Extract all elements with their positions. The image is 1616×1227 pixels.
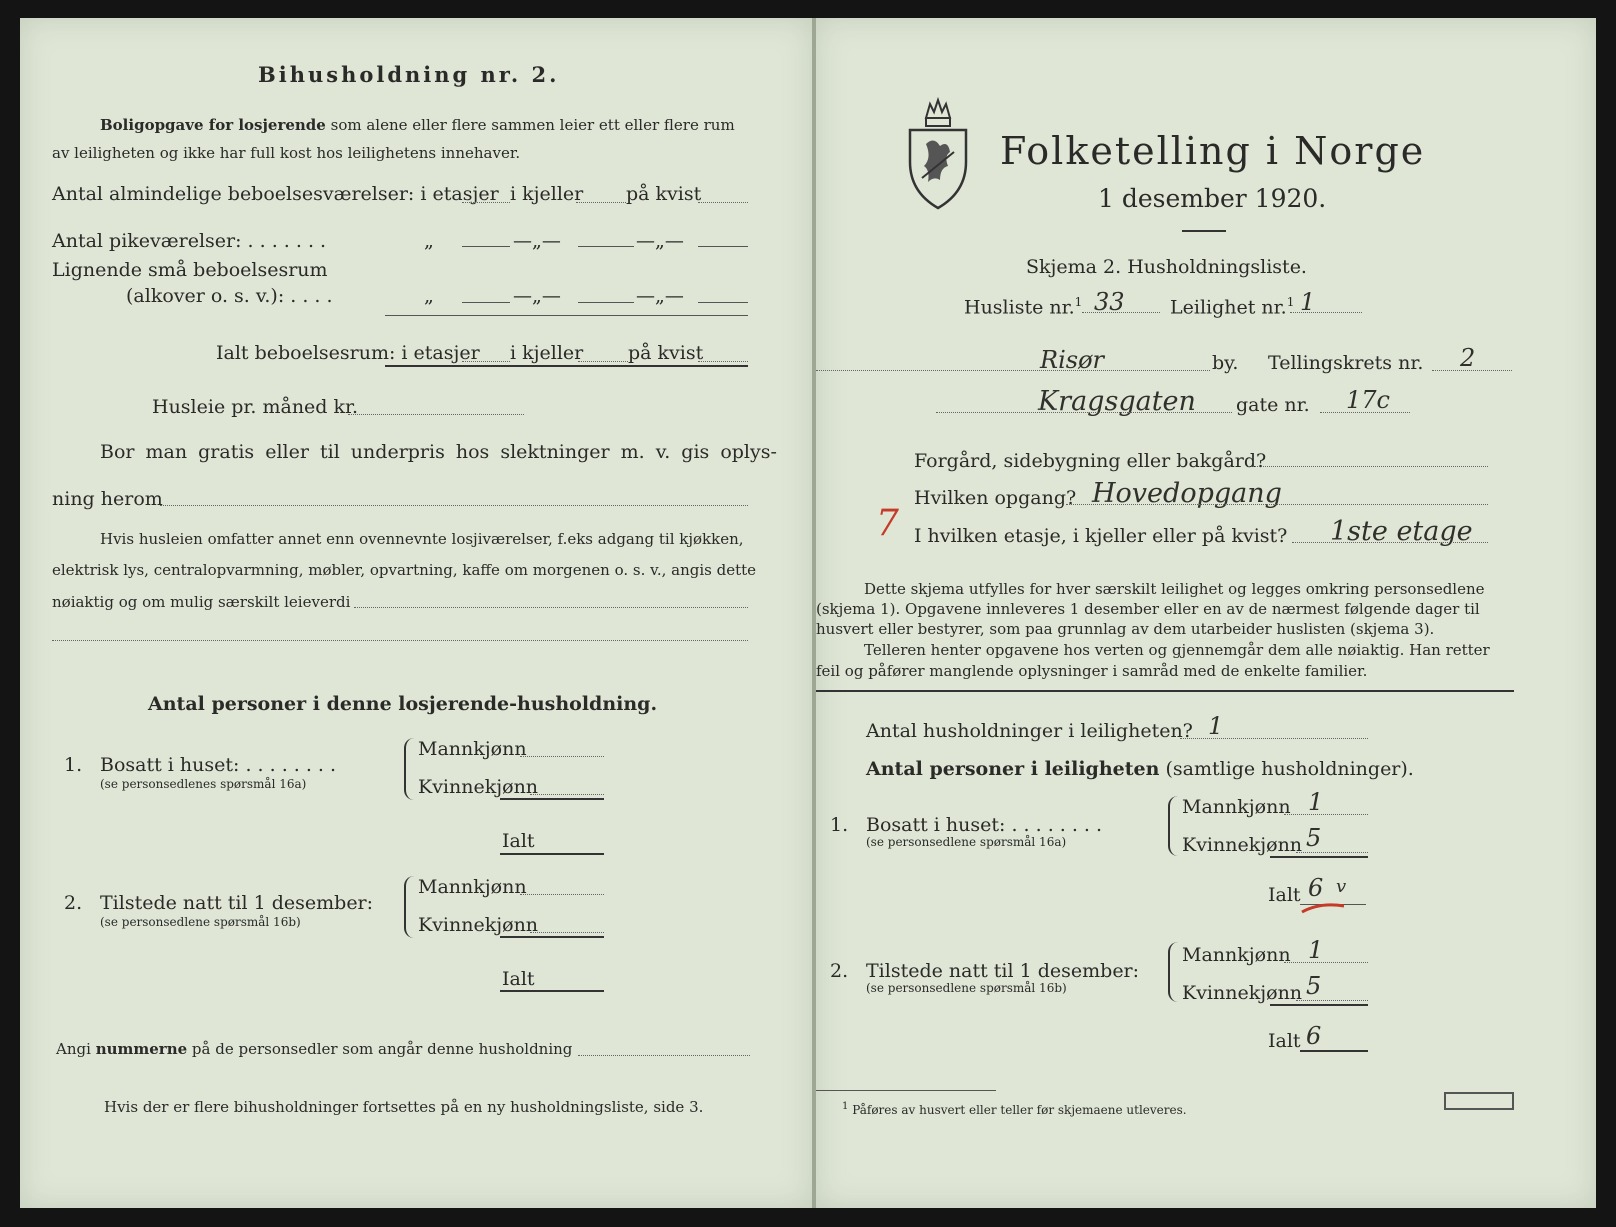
persons-rest: (samtlige husholdninger). <box>1165 758 1414 780</box>
husliste-field[interactable] <box>1082 312 1160 313</box>
etasje-label: I hvilken etasje, i kjeller eller på kvist? <box>914 525 1288 547</box>
right-q1-female-label: Kvinnekjønn <box>1182 834 1303 856</box>
instructions-rule <box>816 690 1514 692</box>
left-q2-number: 2. <box>64 892 83 914</box>
right-q2-total-value: 6 <box>1306 1022 1322 1050</box>
numbers-field[interactable] <box>578 1055 750 1056</box>
etasje-field[interactable] <box>1292 542 1488 543</box>
krets-label: Tellingskrets nr. <box>1268 352 1424 374</box>
left-persons-heading: Antal personer i denne losjerende-husholdning. <box>148 693 658 715</box>
small-rooms-label-1: Lignende små beboelsesrum <box>52 259 328 281</box>
right-title: Folketelling i Norge <box>1000 129 1426 173</box>
right-persons-heading <box>866 760 1414 779</box>
street-field[interactable] <box>936 412 1232 413</box>
rooms-kjeller-field[interactable] <box>576 202 626 203</box>
left-q2-male-label: Mannkjønn <box>418 876 527 898</box>
rent-label: Husleie pr. måned kr. <box>152 396 359 418</box>
right-q1-male-label: Mannkjønn <box>1182 796 1291 818</box>
census-date: 1 desember 1920. <box>1098 184 1327 213</box>
extra-field-2[interactable] <box>52 640 748 641</box>
households-label: Antal husholdninger i leiligheten? <box>866 720 1193 742</box>
husliste-footnote-mark: 1 <box>1074 295 1083 309</box>
right-q1-sub: (se personsedlene spørsmål 16a) <box>866 835 1067 849</box>
leilighet-footnote-mark: 1 <box>1286 295 1295 309</box>
small-rooms-field-2[interactable] <box>578 302 634 303</box>
instructions-line-1: Dette skjema utfylles for hver særskilt leilighet og legges omkring personsedlene <box>864 580 1485 598</box>
intro-line-2: av leiligheten og ikke har full kost hos leilighetens innehaver. <box>52 144 521 162</box>
intro-bold: Boligopgave for losjerende <box>100 116 326 134</box>
red-underline-mark <box>1300 900 1346 916</box>
left-q1-male-field[interactable] <box>520 756 604 757</box>
pike-label: Antal pikeværelser: . . . . . . . <box>52 230 327 252</box>
left-q2-sub: (se personsedlene spørsmål 16b) <box>100 915 301 929</box>
numbers-pre: Angi <box>56 1040 91 1058</box>
right-q1-male-value: 1 <box>1308 788 1324 816</box>
left-q1-sub: (se personsedlenes spørsmål 16a) <box>100 777 307 791</box>
pike-ditto: „ <box>424 230 434 252</box>
leilighet-label-text: Leilighet nr. <box>1170 296 1287 319</box>
total-rooms-underline <box>385 365 748 367</box>
instructions-line-4: Telleren henter opgavene hos verten og gjennemgår dem alle nøiaktig. Han retter <box>864 641 1490 659</box>
numbers-line <box>56 1042 572 1057</box>
extra-field-1[interactable] <box>354 607 748 608</box>
forgard-label: Forgård, sidebygning eller bakgård? <box>914 450 1267 472</box>
total-etasjer-field[interactable] <box>462 361 510 362</box>
right-q1-number: 1. <box>830 814 849 836</box>
right-q1-total-value: 6 <box>1308 874 1324 902</box>
forgard-field[interactable] <box>1248 466 1488 467</box>
street-value: Kragsgaten <box>1038 386 1196 417</box>
right-q1-female-field[interactable] <box>1296 852 1368 853</box>
left-q1-female-field[interactable] <box>530 794 604 795</box>
footnote <box>842 1102 1187 1116</box>
left-q1-total-field[interactable] <box>500 853 604 855</box>
right-q2-total-label: Ialt <box>1268 1030 1301 1052</box>
left-q1-total-label: Ialt <box>502 830 535 852</box>
continue-note: Hvis der er flere bihusholdninger fortsettes på en ny husholdningsliste, side 3. <box>104 1098 704 1116</box>
right-q1-female-value: 5 <box>1306 824 1322 852</box>
numbers-bold: nummerne <box>95 1040 188 1058</box>
norway-coat-of-arms-icon <box>904 96 972 214</box>
printer-stamp-icon <box>1444 1092 1514 1110</box>
small-rooms-field-3[interactable] <box>698 302 748 303</box>
left-q2-label: Tilstede natt til 1 desember: <box>100 892 374 914</box>
persons-bold: Antal personer i leiligheten <box>866 758 1160 780</box>
gate-label: gate nr. <box>1236 394 1310 416</box>
right-q1-sum-line <box>1270 856 1368 858</box>
small-rooms-ditto: „ <box>424 285 434 307</box>
small-rooms-field-1[interactable] <box>462 302 510 303</box>
right-q2-total-field[interactable] <box>1300 1050 1368 1052</box>
pike-ditto-2: —„— <box>513 230 561 252</box>
right-q2-male-label: Mannkjønn <box>1182 944 1291 966</box>
right-q1-male-field[interactable] <box>1284 814 1368 815</box>
extra-line-3: nøiaktig og om mulig særskilt leieverdi <box>52 593 351 611</box>
city-value: Risør <box>1040 346 1104 374</box>
krets-field[interactable] <box>1432 370 1512 371</box>
husliste-label <box>964 296 1082 317</box>
right-q2-label: Tilstede natt til 1 desember: <box>866 960 1140 982</box>
free-line-2: ning herom <box>52 488 163 510</box>
instructions-line-2: (skjema 1). Opgavene innleveres 1 desember eller en av de nærmest følgende dager til <box>816 600 1480 618</box>
right-q2-sub: (se personsedlene spørsmål 16b) <box>866 981 1067 995</box>
pike-field-3[interactable] <box>698 246 748 247</box>
left-q2-total-field[interactable] <box>500 990 604 992</box>
numbers-rest: på de personsedler som angår denne husholdning <box>191 1040 573 1058</box>
rooms-kvist-label: på kvist <box>626 183 702 205</box>
small-rooms-sum-line <box>385 315 748 316</box>
pike-field-1[interactable] <box>462 246 510 247</box>
small-rooms-label-2: (alkover o. s. v.): . . . . <box>126 285 333 307</box>
leilighet-value: 1 <box>1300 288 1316 316</box>
left-q1-male-label: Mannkjønn <box>418 738 527 760</box>
opgang-label: Hvilken opgang? <box>914 487 1077 509</box>
households-field[interactable] <box>1180 738 1368 739</box>
right-q1-label: Bosatt i huset: . . . . . . . . <box>866 814 1103 836</box>
intro-rest: som alene eller flere sammen leier ett eller flere rum <box>330 116 735 134</box>
total-kjeller-field[interactable] <box>578 361 628 362</box>
small-rooms-ditto-3: —„— <box>636 285 684 307</box>
total-kvist-field[interactable] <box>698 361 748 362</box>
right-q2-sum-line <box>1270 1004 1368 1006</box>
instructions-line-3: husvert eller bestyrer, som paa grunnlag av dem utarbeider huslisten (skjema 3). <box>816 620 1435 638</box>
husliste-label-text: Husliste nr. <box>964 296 1075 319</box>
total-rooms-label: Ialt beboelsesrum: i etasjer <box>216 342 480 364</box>
free-field[interactable] <box>160 505 748 506</box>
city-field[interactable] <box>816 370 1210 371</box>
left-q1-number: 1. <box>64 754 83 776</box>
left-q1-label: Bosatt i huset: . . . . . . . . <box>100 754 337 776</box>
left-q1-sum-line <box>500 798 604 800</box>
footnote-text: Påføres av husvert eller teller før skjemaene utleveres. <box>852 1103 1187 1117</box>
intro-line-1 <box>100 118 735 133</box>
right-q2-male-value: 1 <box>1308 936 1324 964</box>
check-mark: v <box>1336 876 1347 897</box>
opgang-value: Hovedopgang <box>1092 478 1282 509</box>
gate-value: 17c <box>1346 386 1390 414</box>
rooms-etasjer-field[interactable] <box>462 202 510 203</box>
footnote-rule <box>816 1090 996 1091</box>
rooms-kjeller-label: i kjeller <box>510 183 584 205</box>
extra-line-2: elektrisk lys, centralopvarmning, møbler, opvartning, kaffe om morgenen o. s. v., angis dette <box>52 561 757 579</box>
by-label: by. <box>1212 352 1239 374</box>
title-rule <box>1182 230 1226 232</box>
right-q2-female-value: 5 <box>1306 972 1322 1000</box>
total-kvist-label: på kvist <box>628 342 704 364</box>
free-line-1: Bor man gratis eller til underpris hos slektninger m. v. gis oplys- <box>100 441 777 463</box>
households-value: 1 <box>1208 712 1224 740</box>
instructions-line-5: feil og påfører manglende oplysninger i samråd med de enkelte familier. <box>816 662 1368 680</box>
left-title: Bihusholdning nr. 2. <box>258 62 560 87</box>
right-q2-female-label: Kvinnekjønn <box>1182 982 1303 1004</box>
right-q1-total-label: Ialt <box>1268 884 1301 906</box>
right-q2-male-field[interactable] <box>1284 962 1368 963</box>
small-rooms-ditto-2: —„— <box>513 285 561 307</box>
rooms-label: Antal almindelige beboelsesværelser: i etasjer <box>52 183 499 205</box>
left-q2-female-field[interactable] <box>530 932 604 933</box>
krets-value: 2 <box>1460 344 1476 372</box>
left-q2-sum-line <box>500 936 604 938</box>
red-mark: 7 <box>876 503 899 544</box>
extra-line-1: Hvis husleien omfatter annet enn ovennevnte losjiværelser, f.eks adgang til kjøkken, <box>100 530 744 548</box>
pike-ditto-3: —„— <box>636 230 684 252</box>
pike-field-2[interactable] <box>578 246 634 247</box>
left-q1-female-label: Kvinnekjønn <box>418 776 539 798</box>
rooms-kvist-field[interactable] <box>698 202 748 203</box>
total-kjeller-label: i kjeller <box>510 342 584 364</box>
leilighet-label <box>1170 296 1294 317</box>
left-q2-total-label: Ialt <box>502 968 535 990</box>
left-q2-male-field[interactable] <box>520 894 604 895</box>
rent-field[interactable] <box>348 414 524 415</box>
right-q2-female-field[interactable] <box>1296 1000 1368 1001</box>
right-q2-number: 2. <box>830 960 849 982</box>
left-q2-female-label: Kvinnekjønn <box>418 914 539 936</box>
schema-label: Skjema 2. Husholdningsliste. <box>1026 256 1307 278</box>
footnote-mark: 1 <box>842 1101 849 1112</box>
leilighet-field[interactable] <box>1290 312 1362 313</box>
gate-field[interactable] <box>1320 412 1410 413</box>
opgang-field[interactable] <box>1066 504 1488 505</box>
husliste-value: 33 <box>1094 288 1125 316</box>
etasje-value: 1ste etage <box>1330 516 1473 547</box>
